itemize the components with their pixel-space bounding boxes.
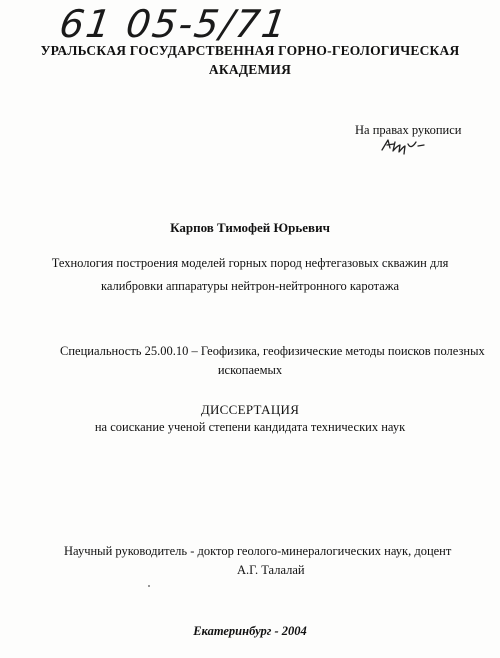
scan-speck — [148, 585, 150, 587]
specialty-line2: ископаемых — [217, 363, 283, 377]
institution-name-line1: УРАЛЬСКАЯ ГОСУДАРСТВЕННАЯ ГОРНО-ГЕОЛОГИЧЕСКАЯ — [40, 43, 460, 58]
supervisor-role: Научный руководитель - доктор геолого-минералогических наук, доцент — [64, 544, 452, 558]
rights-note: На правах рукописи — [355, 123, 462, 137]
dissertation-degree: на соискание ученой степени кандидата технических наук — [94, 420, 406, 434]
dissertation-topic-line2: калибровки аппаратуры нейтрон-нейтронного каротажа — [100, 279, 400, 293]
specialty-line1: Специальность 25.00.10 – Геофизика, геофизические методы поисков полезных — [60, 344, 485, 358]
author-name: Карпов Тимофей Юрьевич — [170, 220, 330, 235]
supervisor-name: А.Г. Талалай — [237, 563, 305, 577]
dissertation-topic-line1: Технология построения моделей горных пород нефтегазовых скважин для — [51, 256, 449, 270]
city-year: Екатеринбург - 2004 — [193, 624, 307, 638]
handwritten-catalog-code: 61 05-5/71 — [56, 2, 291, 46]
dissertation-heading: ДИССЕРТАЦИЯ — [200, 402, 300, 417]
handwritten-signature — [378, 136, 438, 156]
institution-name-line2: АКАДЕМИЯ — [208, 62, 292, 77]
